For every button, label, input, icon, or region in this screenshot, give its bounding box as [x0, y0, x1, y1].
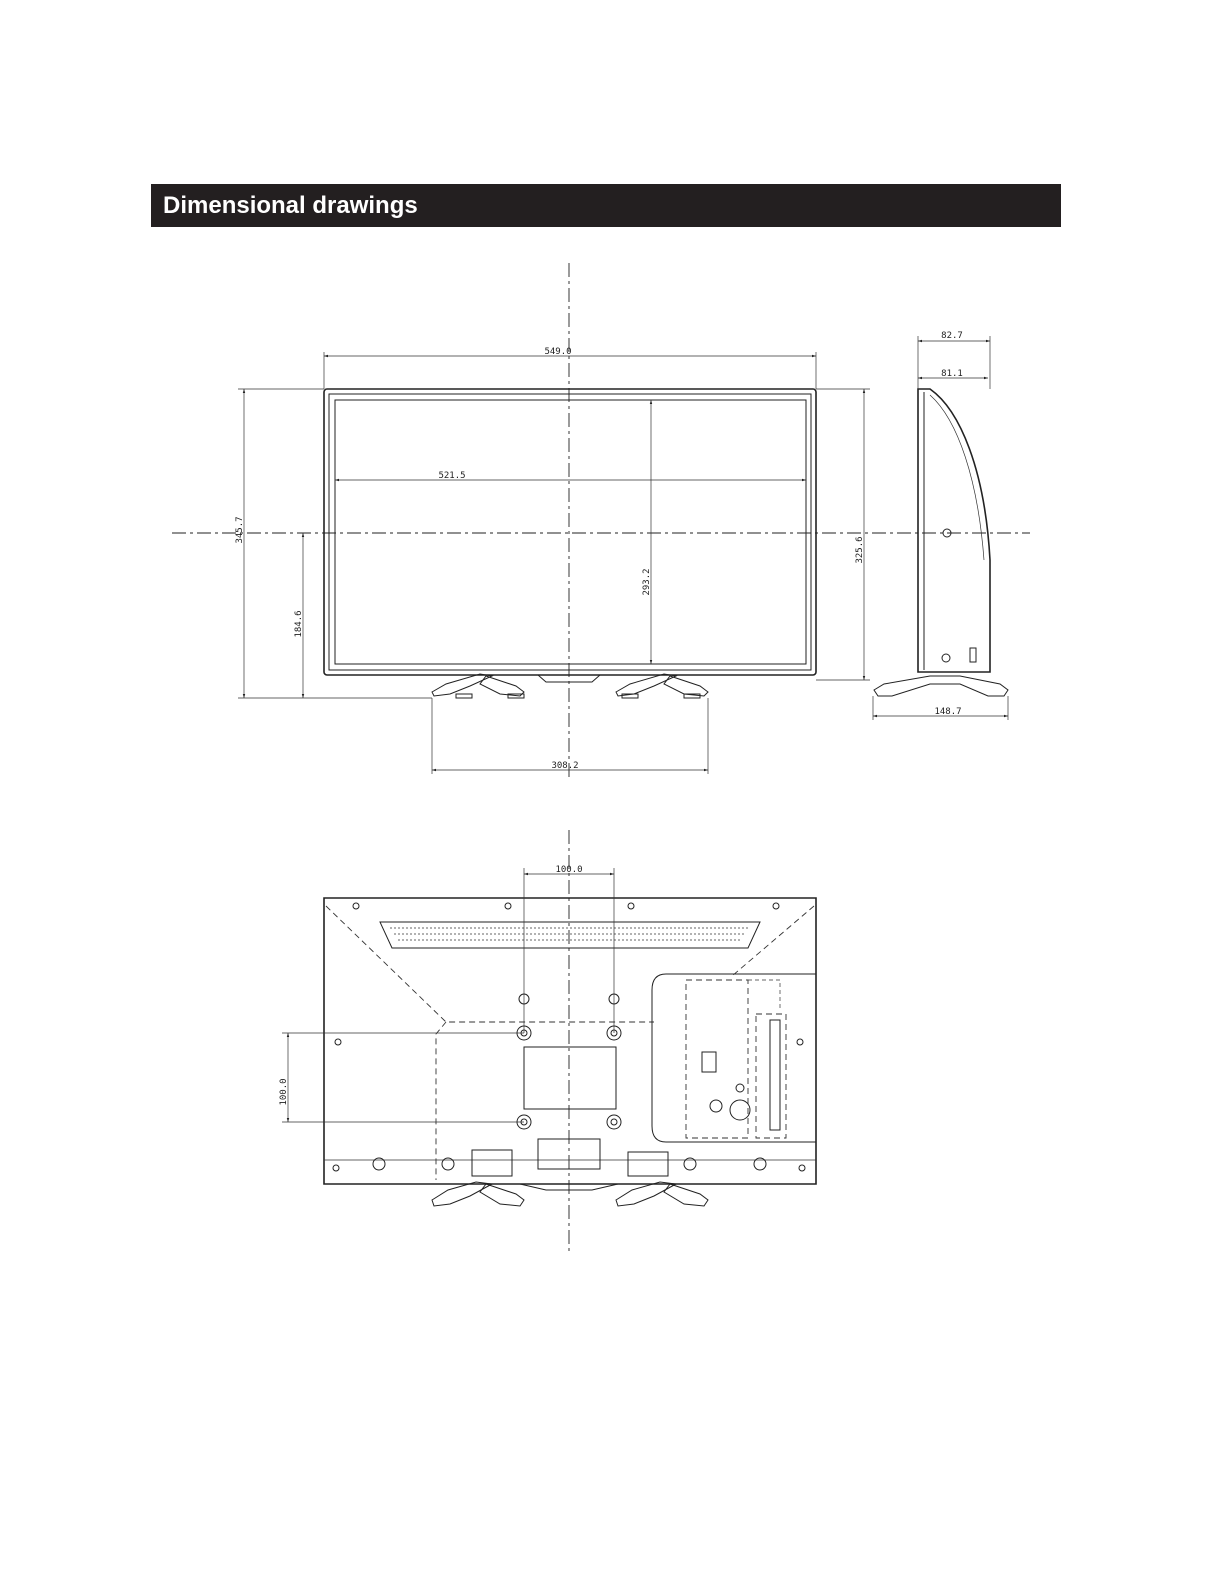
dim-screen-width: 521.5 — [438, 471, 466, 481]
tv-front-bezel — [324, 389, 816, 675]
rear-view — [279, 830, 816, 1255]
tv-side-profile — [918, 389, 990, 672]
tv-inner-bezel — [329, 394, 811, 670]
rear-stand-left — [432, 1182, 524, 1206]
side-view — [873, 331, 1008, 720]
dim-screen-height: 293.2 — [642, 568, 652, 596]
side-stand — [874, 676, 1008, 696]
dim-vesa-horizontal: 100.0 — [555, 865, 583, 875]
tv-screen-area — [335, 400, 806, 664]
dim-body-height: 325.6 — [855, 536, 865, 564]
rear-vent — [380, 922, 760, 948]
dim-center-height: 184.6 — [294, 610, 304, 638]
front-stand-right — [616, 674, 708, 698]
dim-depth-body: 81.1 — [941, 369, 963, 379]
front-view — [172, 263, 1030, 778]
dim-stand-depth: 148.7 — [934, 707, 962, 717]
dim-depth-top: 82.7 — [941, 331, 963, 341]
rear-label-area — [524, 1047, 616, 1109]
dim-stand-width: 308.2 — [551, 761, 579, 771]
tv-rear-panel — [324, 898, 816, 1184]
dim-overall-height: 345.7 — [235, 516, 245, 544]
front-stand-left — [432, 674, 524, 698]
rear-stand-right — [616, 1182, 708, 1206]
dim-vesa-vertical: 100.0 — [279, 1078, 289, 1106]
hdmi-port — [702, 1052, 716, 1072]
connector-panel — [652, 974, 816, 1142]
antenna-port — [730, 1100, 750, 1120]
section-title: Dimensional drawings — [163, 192, 418, 219]
dim-overall-width: 549.0 — [544, 347, 572, 357]
